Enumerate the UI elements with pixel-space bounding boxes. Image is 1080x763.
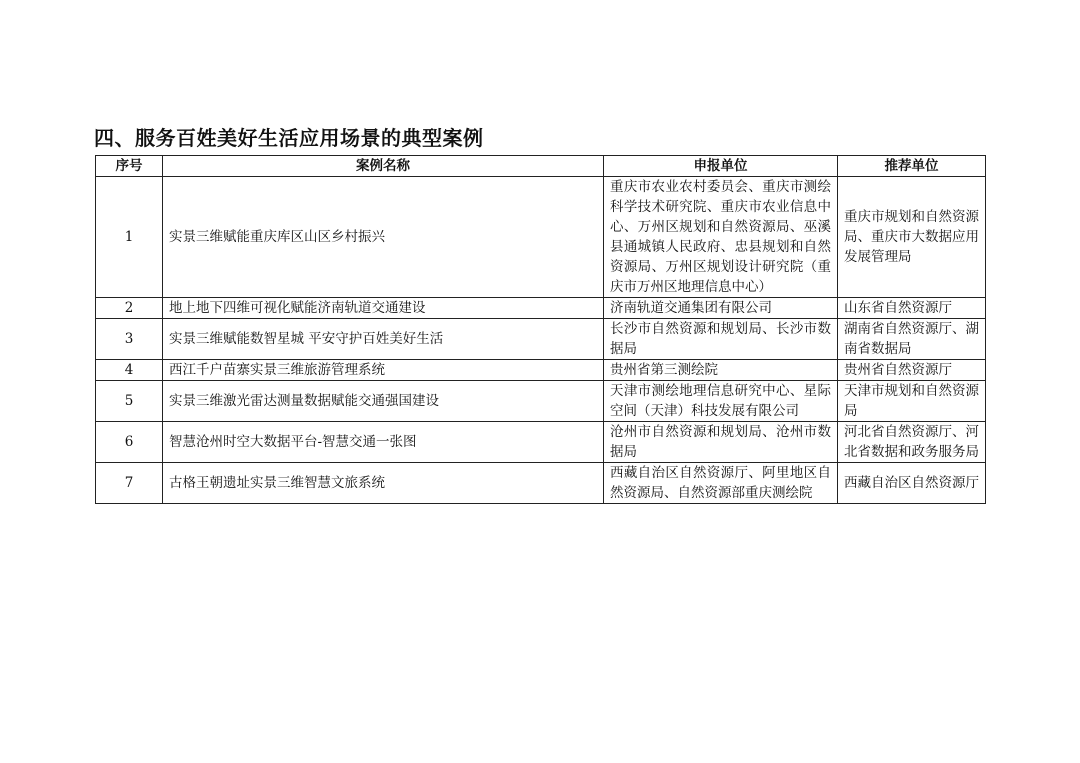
row-applicant-unit: 重庆市农业农村委员会、重庆市测绘科学技术研究院、重庆市农业信息中心、万州区规划和自然资源局、巫溪县通城镇人民政府、忠县规划和自然资源局、万州区规划设计研究院（重庆市万州区地理信息中心） xyxy=(604,177,838,298)
table-row xyxy=(96,319,986,360)
row-case-name: 智慧沧州时空大数据平台-智慧交通一张图 xyxy=(163,422,604,463)
row-applicant-unit: 沧州市自然资源和规划局、沧州市数据局 xyxy=(604,422,838,463)
header-case-name: 案例名称 xyxy=(163,156,604,177)
header-applicant-unit: 申报单位 xyxy=(604,156,838,177)
table-row xyxy=(96,177,986,298)
row-recommender-unit: 山东省自然资源厅 xyxy=(838,298,986,319)
row-no: 6 xyxy=(96,422,163,463)
row-applicant-unit: 长沙市自然资源和规划局、长沙市数据局 xyxy=(604,319,838,360)
row-case-name: 实景三维赋能数智星城 平安守护百姓美好生活 xyxy=(163,319,604,360)
cases-table xyxy=(95,155,986,504)
row-recommender-unit: 西藏自治区自然资源厅 xyxy=(838,463,986,504)
row-no: 2 xyxy=(96,298,163,319)
row-no: 1 xyxy=(96,177,163,298)
row-no: 4 xyxy=(96,360,163,381)
row-case-name: 地上地下四维可视化赋能济南轨道交通建设 xyxy=(163,298,604,319)
row-case-name: 古格王朝遗址实景三维智慧文旅系统 xyxy=(163,463,604,504)
row-case-name: 实景三维激光雷达测量数据赋能交通强国建设 xyxy=(163,381,604,422)
row-no: 5 xyxy=(96,381,163,422)
row-applicant-unit: 天津市测绘地理信息研究中心、星际空间（天津）科技发展有限公司 xyxy=(604,381,838,422)
row-recommender-unit: 河北省自然资源厅、河北省数据和政务服务局 xyxy=(838,422,986,463)
row-no: 7 xyxy=(96,463,163,504)
table-row xyxy=(96,360,986,381)
row-applicant-unit: 西藏自治区自然资源厅、阿里地区自然资源局、自然资源部重庆测绘院 xyxy=(604,463,838,504)
row-recommender-unit: 贵州省自然资源厅 xyxy=(838,360,986,381)
row-recommender-unit: 重庆市规划和自然资源局、重庆市大数据应用发展管理局 xyxy=(838,177,986,298)
row-case-name: 实景三维赋能重庆库区山区乡村振兴 xyxy=(163,177,604,298)
table-header-row xyxy=(96,156,986,177)
row-case-name: 西江千户苗寨实景三维旅游管理系统 xyxy=(163,360,604,381)
page-title: 四、服务百姓美好生活应用场景的典型案例 xyxy=(94,126,484,150)
table-row xyxy=(96,463,986,504)
row-applicant-unit: 贵州省第三测绘院 xyxy=(604,360,838,381)
row-applicant-unit: 济南轨道交通集团有限公司 xyxy=(604,298,838,319)
row-recommender-unit: 天津市规划和自然资源局 xyxy=(838,381,986,422)
header-recommender-unit: 推荐单位 xyxy=(838,156,986,177)
table-row xyxy=(96,298,986,319)
header-no: 序号 xyxy=(96,156,163,177)
row-recommender-unit: 湖南省自然资源厅、湖南省数据局 xyxy=(838,319,986,360)
table-row xyxy=(96,422,986,463)
row-no: 3 xyxy=(96,319,163,360)
table-row xyxy=(96,381,986,422)
